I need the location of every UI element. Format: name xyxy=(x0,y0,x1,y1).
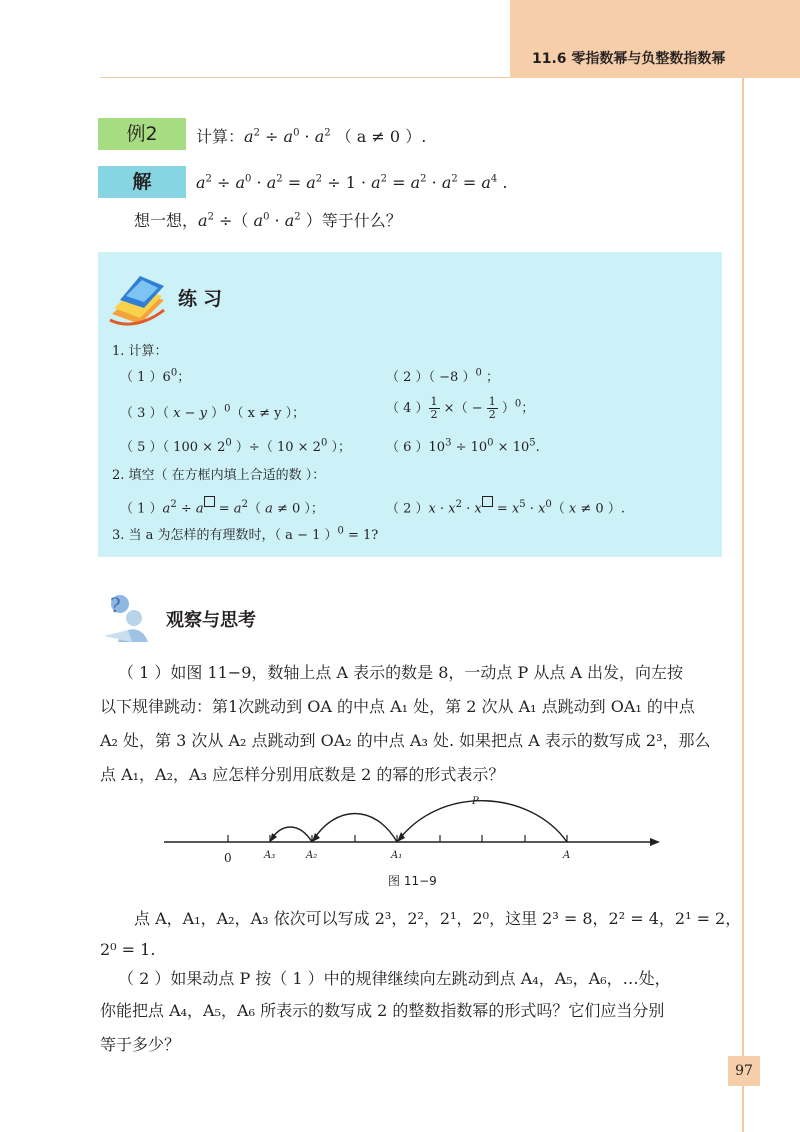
paragraph-1-line-2: 以下规律跳动：第1次跳动到 OA 的中点 A₁ 处，第 2 次从 A₁ 点跳动到 OA₁ 的中点 xyxy=(100,697,695,716)
example-tag: 例2 xyxy=(98,118,186,150)
practice-title: 练习 xyxy=(178,288,229,310)
practice-q1-2: （ 2 ）（ −8 ）$^0$ ； xyxy=(386,367,499,385)
observe-title: 观察与思考 xyxy=(166,610,256,631)
svg-text:?: ? xyxy=(110,593,121,617)
paragraph-3-line-2: 你能把点 A₄，A₅，A₆ 所表示的数写成 2 的整数指数幂的形式吗？它们应当分别 xyxy=(100,1001,665,1020)
paragraph-1-line-3: A₂ 处，第 3 次从 A₂ 点跳动到 OA₂ 的中点 A₃ 处. 如果把点 A 表示的数写成 2³，那么 xyxy=(100,731,711,750)
section-title: 11.6 零指数幂与负整数指数幂 xyxy=(532,51,726,67)
solution-tag: 解 xyxy=(98,166,186,198)
paragraph-3-line-1: （ 2 ）如果动点 P 按（ 1 ）中的规律继续向左跳动到点 A₄，A₅，A₆，…处， xyxy=(118,969,671,988)
practice-q2: 2. 填空（ 在方框内填上合适的数 ）： xyxy=(112,468,326,483)
practice-q3: 3. 当 a 为怎样的有理数时，（ a − 1 ）$^0$ = 1? xyxy=(112,525,379,543)
jump-arc-3 xyxy=(270,827,312,842)
label-zero: 0 xyxy=(224,851,232,865)
label-a: A xyxy=(563,850,571,861)
practice-q1-1: （ 1 ）$6^0$； xyxy=(120,367,191,385)
figure-caption: 图 11−9 xyxy=(388,874,437,888)
label-a2: A₂ xyxy=(306,850,318,861)
paragraph-2-line-1: 点 A，A₁，A₂，A₃ 依次可以写成 2³，2²，2¹，2⁰，这里 2³ = 8，2² = 4，2¹ = 2， xyxy=(134,909,742,928)
practice-q1-5: （ 5 ）（ $100 \times 2^0$ ）÷（ $10 \times 2^0$ ）； xyxy=(120,437,351,455)
paragraph-1-line-1: （ 1 ）如图 11−9，数轴上点 A 表示的数是 8，一动点 P 从点 A 出发，向左按 xyxy=(118,663,684,682)
axis-arrow-icon xyxy=(650,838,660,846)
practice-q1: 1. 计算： xyxy=(112,344,168,359)
paragraph-3-line-3: 等于多少？ xyxy=(100,1035,181,1054)
example-statement: 计算：$a^2 \div a^0 \cdot a^2$ （ a ≠ 0 ）. xyxy=(196,127,427,146)
thinking-person-icon xyxy=(98,590,160,646)
books-icon xyxy=(106,270,168,326)
label-a1: A₁ xyxy=(391,850,403,861)
paragraph-1-line-4: 点 A₁，A₂，A₃ 应怎样分别用底数是 2 的幂的形式表示？ xyxy=(100,765,505,784)
practice-q1-3: （ 3 ）（ x − y ）$^0$（ x ≠ y ）； xyxy=(120,403,306,421)
solution-expression: $a^2 \div a^0 \cdot a^2 = a^2 \div 1 \cdot a^2 = a^2 \cdot a^2 = a^4$ . xyxy=(196,173,508,192)
practice-q1-4: （ 4 ） $\frac{1}{2}$ ×（ − $\frac{1}{2}$ ）$^0$； xyxy=(386,395,535,421)
example-condition: （ a ≠ 0 ）. xyxy=(335,127,427,146)
margin-line xyxy=(742,78,744,1132)
answer-box[interactable] xyxy=(482,496,493,507)
practice-q2-2: （ 2 ）$x \cdot x^2 \cdot x = x^5 \cdot x^0$（ x ≠ 0 ）. xyxy=(386,496,625,516)
number-line-figure xyxy=(160,790,670,870)
practice-q2-1: （ 1 ）$a^2 \div a = a^2$（ a ≠ 0 ）； xyxy=(120,496,324,516)
practice-q1-6: （ 6 ）$10^3 \div 10^0 \times 10^5$. xyxy=(386,437,540,455)
label-a3: A₃ xyxy=(264,850,276,861)
page-number: 97 xyxy=(728,1056,760,1086)
example-prefix: 计算： xyxy=(196,127,245,146)
label-p: P xyxy=(472,796,479,807)
header-divider xyxy=(100,77,510,78)
answer-box[interactable] xyxy=(204,496,215,507)
think-question: 想一想，$a^2$ ÷（ $a^0 \cdot a^2$ ）等于什么？ xyxy=(134,211,402,230)
paragraph-2-line-2: 2⁰ = 1. xyxy=(100,940,156,959)
